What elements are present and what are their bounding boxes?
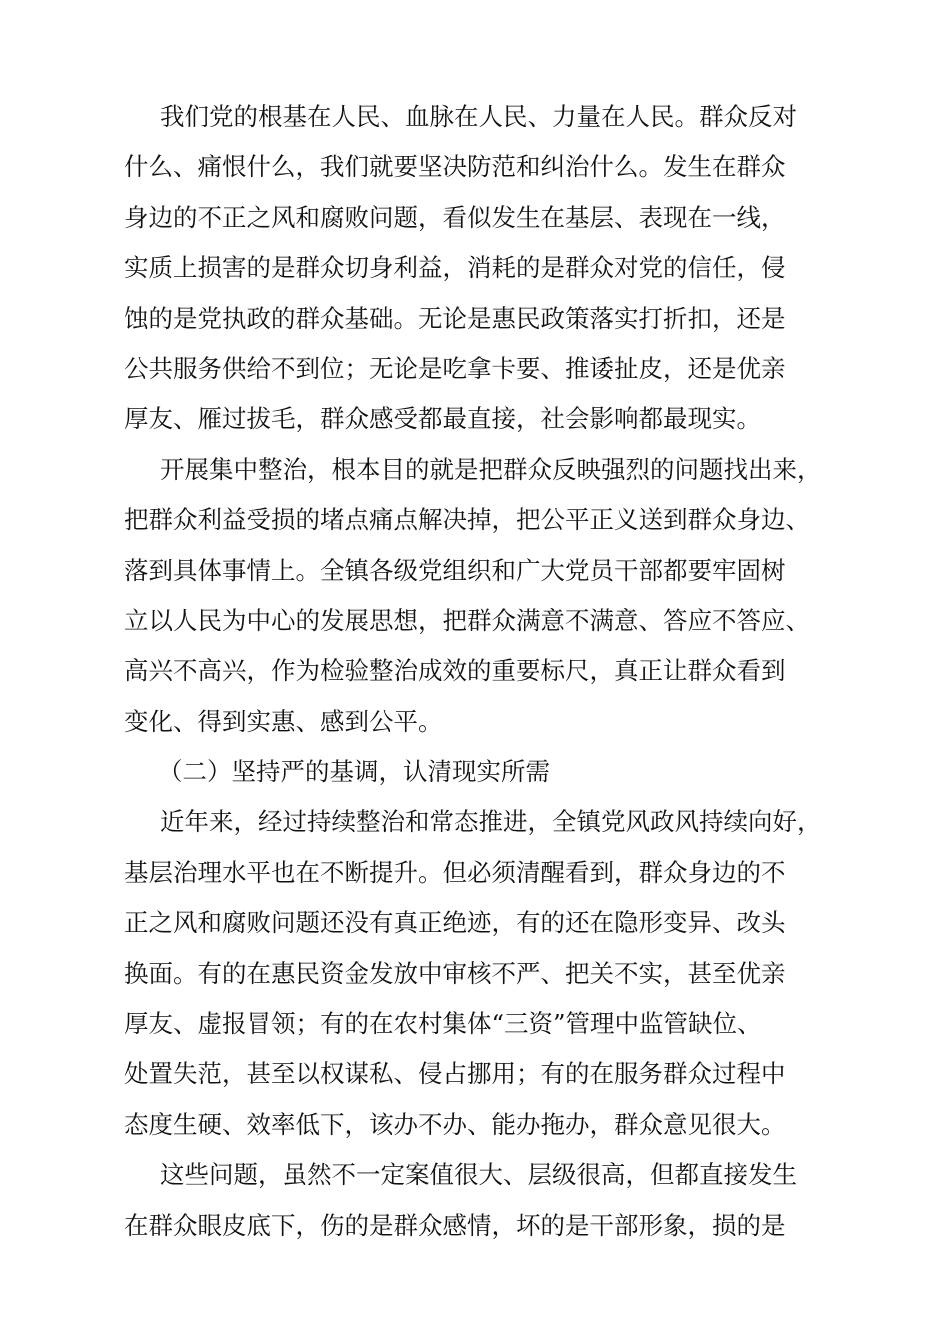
paragraph-3-line-4: 换面。有的在惠民资金发放中审核不严、把关不实，甚至优亲 — [124, 958, 786, 988]
paragraph-3-line-2: 基层治理水平也在不断提升。但必须清醒看到，群众身边的不 — [124, 857, 786, 887]
section-heading: （二）坚持严的基调，认清现实所需 — [158, 757, 550, 787]
paragraph-3-line-1: 近年来，经过持续整治和常态推进，全镇党风政风持续向好， — [160, 807, 822, 837]
paragraph-1-line-6: 公共服务供给不到位；无论是吃拿卡要、推诿扯皮，还是优亲 — [124, 353, 786, 383]
paragraph-3-line-5: 厚友、虚报冒领；有的在农村集体“三资”管理中监管缺位、 — [124, 1009, 762, 1039]
paragraph-1-line-5: 蚀的是党执政的群众基础。无论是惠民政策落实打折扣，还是 — [124, 303, 786, 333]
paragraph-2-line-5: 高兴不高兴，作为检验整治成效的重要标尺，真正让群众看到 — [124, 656, 786, 686]
paragraph-2-line-2: 把群众利益受损的堵点痛点解决掉，把公平正义送到群众身边、 — [124, 505, 810, 535]
paragraph-2-line-3: 落到具体事情上。全镇各级党组织和广大党员干部都要牢固树 — [124, 555, 786, 585]
paragraph-2-line-6: 变化、得到实惠、感到公平。 — [124, 706, 443, 736]
paragraph-3-line-6: 处置失范，甚至以权谋私、侵占挪用；有的在服务群众过程中 — [124, 1059, 786, 1089]
paragraph-3-line-7: 态度生硬、效率低下，该办不办、能办拖办，群众意见很大。 — [124, 1109, 786, 1139]
paragraph-4-line-2: 在群众眼皮底下，伤的是群众感情，坏的是干部形象，损的是 — [124, 1210, 786, 1240]
paragraph-4-line-1: 这些问题，虽然不一定案值很大、层级很高，但都直接发生 — [160, 1160, 797, 1190]
paragraph-1-line-7: 厚友、雁过拔毛，群众感受都最直接，社会影响都最现实。 — [124, 404, 761, 434]
paragraph-1-line-1: 我们党的根基在人民、血脉在人民、力量在人民。群众反对 — [160, 102, 797, 131]
document-body — [124, 92, 844, 1251]
paragraph-1-line-2: 什么、痛恨什么，我们就要坚决防范和纠治什么。发生在群众 — [124, 152, 786, 182]
paragraph-2-line-1: 开展集中整治，根本目的就是把群众反映强烈的问题找出来， — [160, 454, 822, 484]
paragraph-3-line-3: 正之风和腐败问题还没有真正绝迹，有的还在隐形变异、改头 — [124, 908, 786, 938]
paragraph-2-line-4: 立以人民为中心的发展思想，把群众满意不满意、答应不答应、 — [124, 605, 810, 635]
paragraph-1-line-3: 身边的不正之风和腐败问题，看似发生在基层、表现在一线， — [124, 202, 786, 232]
paragraph-1-line-4: 实质上损害的是群众切身利益，消耗的是群众对党的信任，侵 — [124, 253, 786, 283]
